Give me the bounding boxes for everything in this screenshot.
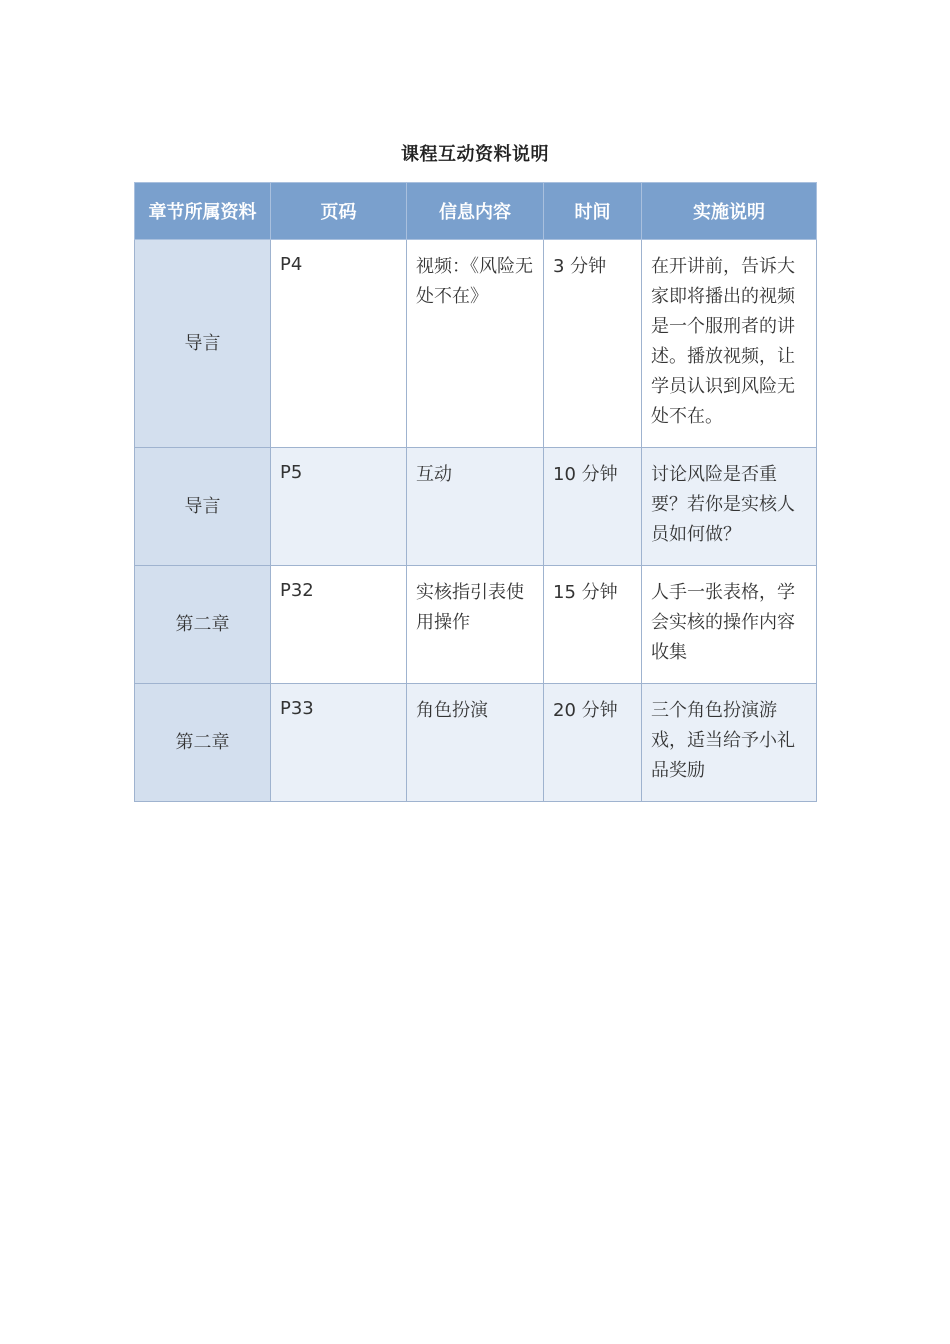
note-cell: 在开讲前，告诉大家即将播出的视频是一个服刑者的讲述。播放视频，让学员认识到风险无处不在。 (642, 240, 817, 448)
header-page: 页码 (271, 183, 407, 240)
time-cell: 3 分钟 (544, 240, 642, 448)
header-time: 时间 (544, 183, 642, 240)
page-cell: P32 (271, 566, 407, 684)
course-interaction-table (134, 182, 817, 802)
header-chapter: 章节所属资料 (135, 183, 271, 240)
table-row (135, 240, 817, 448)
chapter-cell: 导言 (135, 448, 271, 566)
time-cell: 15 分钟 (544, 566, 642, 684)
header-note: 实施说明 (642, 183, 817, 240)
note-cell: 人手一张表格，学会实核的操作内容收集 (642, 566, 817, 684)
note-cell: 三个角色扮演游戏，适当给予小礼品奖励 (642, 684, 817, 802)
page-cell: P5 (271, 448, 407, 566)
chapter-cell: 第二章 (135, 684, 271, 802)
page-cell: P33 (271, 684, 407, 802)
page-cell: P4 (271, 240, 407, 448)
content-cell: 实核指引表使用操作 (407, 566, 544, 684)
note-cell: 讨论风险是否重要？若你是实核人员如何做？ (642, 448, 817, 566)
chapter-cell: 第二章 (135, 566, 271, 684)
table-row (135, 566, 817, 684)
content-cell: 角色扮演 (407, 684, 544, 802)
time-cell: 10 分钟 (544, 448, 642, 566)
table-header-row (135, 183, 817, 240)
time-cell: 20 分钟 (544, 684, 642, 802)
content-cell: 视频：《风险无处不在》 (407, 240, 544, 448)
table-row (135, 448, 817, 566)
content-cell: 互动 (407, 448, 544, 566)
chapter-cell: 导言 (135, 240, 271, 448)
header-content: 信息内容 (407, 183, 544, 240)
table-row (135, 684, 817, 802)
document-title: 课程互动资料说明 (401, 144, 549, 165)
